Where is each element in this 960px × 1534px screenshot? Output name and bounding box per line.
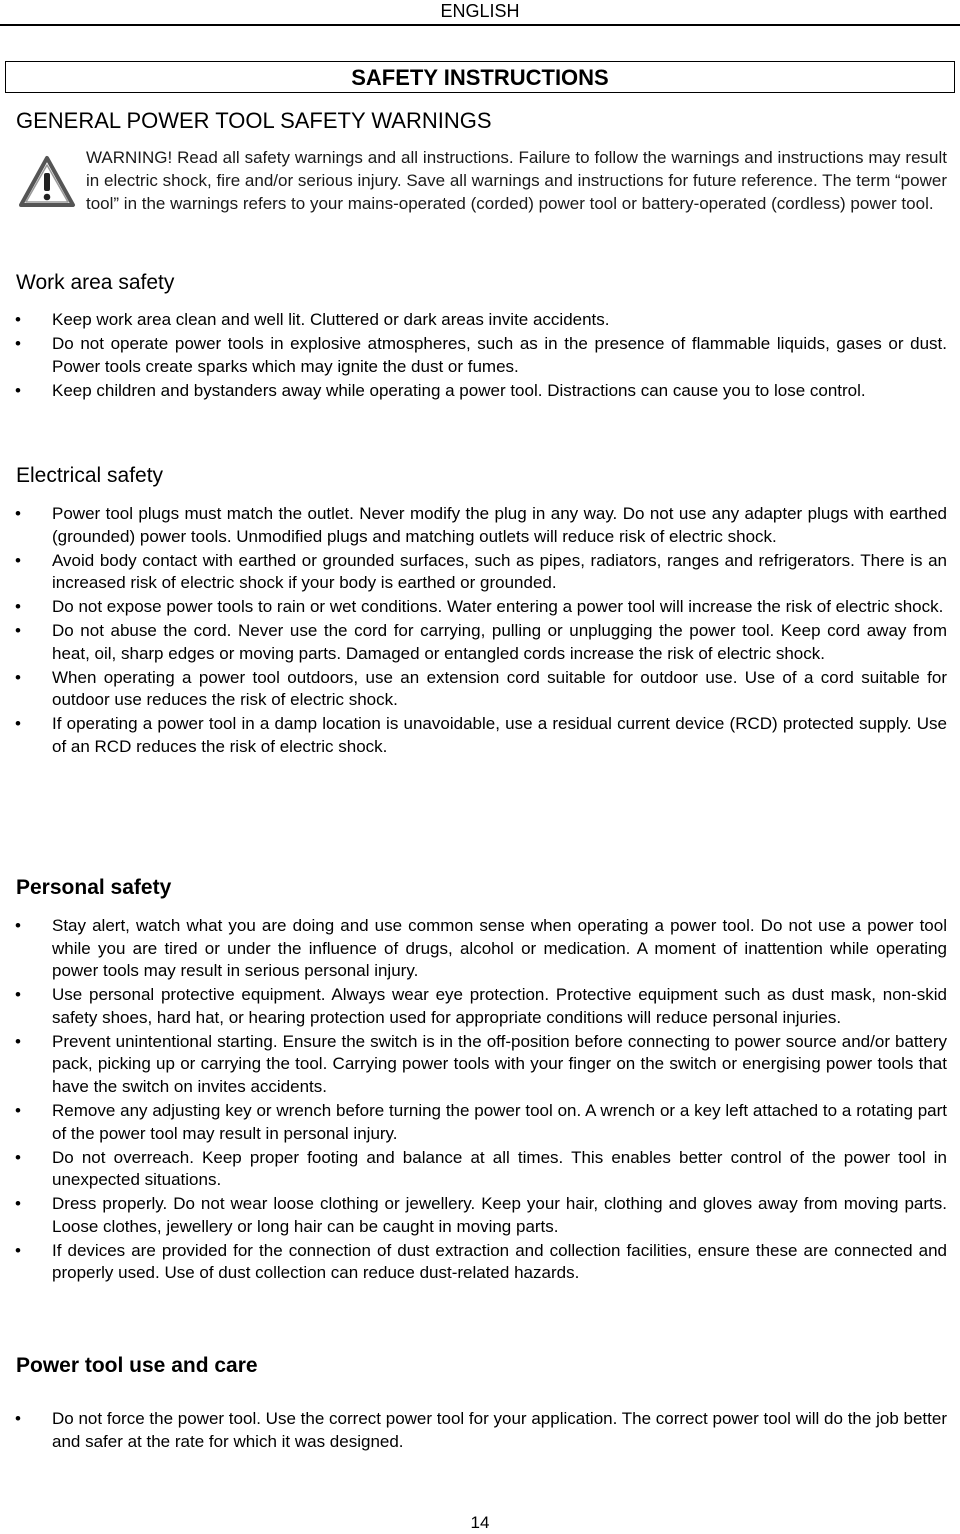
list-item: • If operating a power tool in a damp location is unavoidable, use a residual current device (RCD) protected supply. Use of an RCD reduces the risk of electric shock. xyxy=(0,713,947,758)
list-item: • Do not operate power tools in explosive atmospheres, such as in the presence of flammable liquids, gases or dust. Power tools create sparks which may ignite the dust or fumes. xyxy=(0,333,947,378)
list-item: • Do not overreach. Keep proper footing and balance at all times. This enables better control of the power tool in unexpected situations. xyxy=(0,1147,947,1192)
electrical-safety-title: Electrical safety xyxy=(16,464,164,487)
page-number: 14 xyxy=(470,1513,490,1532)
personal-safety-title: Personal safety xyxy=(16,876,172,899)
electrical-safety-list xyxy=(0,503,947,760)
work-area-safety-list xyxy=(0,309,947,404)
main-title: SAFETY INSTRUCTIONS xyxy=(351,65,609,90)
personal-safety-list xyxy=(0,915,947,1286)
list-item: • Do not force the power tool. Use the correct power tool for your application. The correct power tool will do the job better and safer at the rate for which it was designed. xyxy=(0,1408,947,1453)
work-area-safety-title: Work area safety xyxy=(16,271,175,294)
list-item: • Avoid body contact with earthed or grounded surfaces, such as pipes, radiators, ranges and refrigerators. There is an increased risk of electric shock if your body is earthed or grounded. xyxy=(0,550,947,595)
list-item: • Do not expose power tools to rain or wet conditions. Water entering a power tool will increase the risk of electric shock. xyxy=(0,596,947,619)
list-item: • Prevent unintentional starting. Ensure the switch is in the off-position before connecting to power source and/or battery pack, picking up or carrying the tool. Carrying power tools with your finger on the switch or energising power tools that have the switch on invites accidents. xyxy=(0,1031,947,1099)
list-item: • If devices are provided for the connection of dust extraction and collection facilities, ensure these are connected and properly used. Use of dust collection can reduce dust-related hazards. xyxy=(0,1240,947,1285)
power-tool-use-and-care-title: Power tool use and care xyxy=(16,1354,258,1377)
list-item: • Dress properly. Do not wear loose clothing or jewellery. Keep your hair, clothing and gloves away from moving parts. Loose clothes, jewellery or long hair can be caught in moving parts. xyxy=(0,1193,947,1238)
list-item: • Power tool plugs must match the outlet. Never modify the plug in any way. Do not use any adapter plugs with earthed (grounded) power tools. Unmodified plugs and matching outlets will reduce risk of electric shock. xyxy=(0,503,947,548)
list-item: • Stay alert, watch what you are doing and use common sense when operating a power tool. Do not use a power tool while you are tired or under the influence of drugs, alcohol or medication. A moment of inattention while operating power tools may result in serious personal injury. xyxy=(0,915,947,983)
list-item: • When operating a power tool outdoors, use an extension cord suitable for outdoor use. Use of a cord suitable for outdoor use reduces the risk of electric shock. xyxy=(0,667,947,712)
power-tool-use-and-care-list xyxy=(0,1408,947,1455)
list-item: • Use personal protective equipment. Always wear eye protection. Protective equipment such as dust mask, non-skid safety shoes, hard hat, or hearing protection used for appropriate conditions will reduce personal injuries. xyxy=(0,984,947,1029)
warning-triangle-icon xyxy=(18,155,76,209)
safety-instructions-title-box xyxy=(5,61,955,93)
list-item: • Keep work area clean and well lit. Cluttered or dark areas invite accidents. xyxy=(0,309,947,332)
page-header-language: ENGLISH xyxy=(0,0,960,26)
list-item: • Keep children and bystanders away while operating a power tool. Distractions can cause you to lose control. xyxy=(0,380,947,403)
general-warnings-title: GENERAL POWER TOOL SAFETY WARNINGS xyxy=(16,108,492,133)
list-item: • Remove any adjusting key or wrench before turning the power tool on. A wrench or a key left attached to a rotating part of the power tool may result in personal injury. xyxy=(0,1100,947,1145)
list-item: • Do not abuse the cord. Never use the cord for carrying, pulling or unplugging the power tool. Keep cord away from heat, oil, sharp edges or moving parts. Damaged or entangled cords increase the risk of electric shock. xyxy=(0,620,947,665)
general-warning-text: WARNING! Read all safety warnings and all instructions. Failure to follow the warnings and instructions may result in electric shock, fire and/or serious injury. Save all warnings and instructions for future reference. The term “power tool” in the warnings refers to your mains-operated (corded) power tool or battery-operated (cordless) power tool. xyxy=(86,148,947,213)
